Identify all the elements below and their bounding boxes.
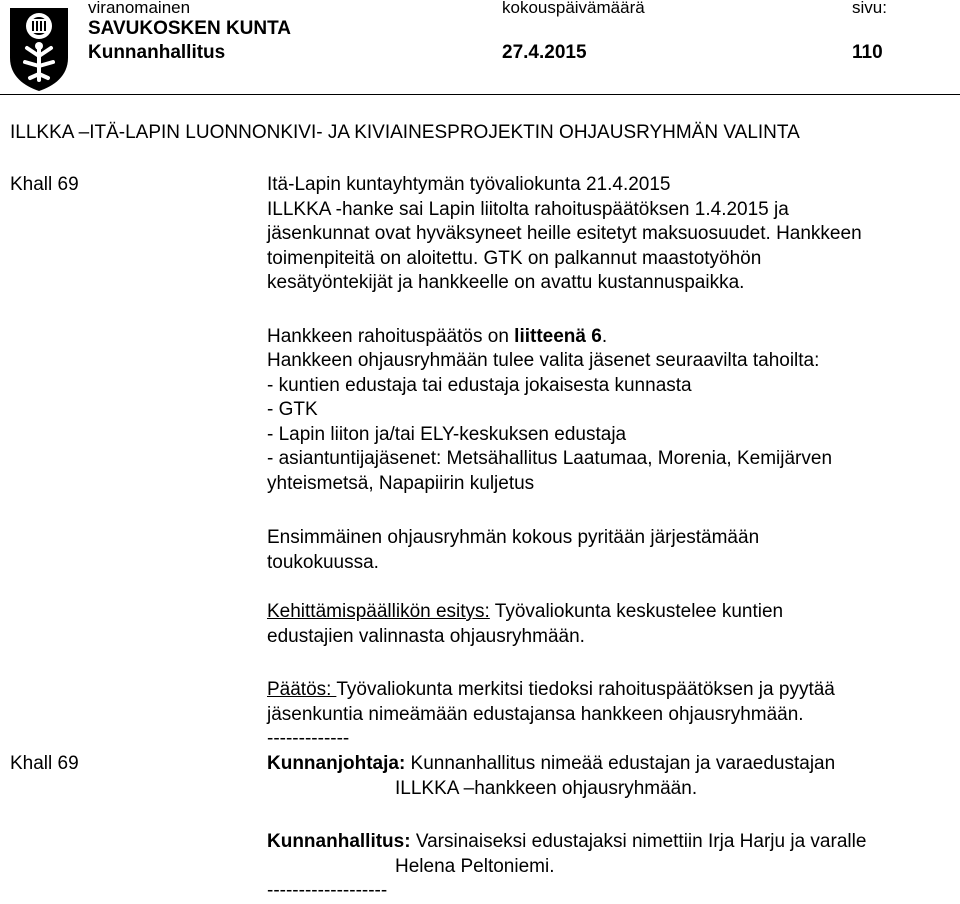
list-item: - GTK — [267, 399, 318, 420]
proposal-text: edustajien valinnasta ohjausryhmään. — [267, 625, 585, 647]
separator: ------------- — [267, 728, 350, 749]
body-line: Ensimmäinen ohjausryhmän kokous pyritään järjestämään — [267, 527, 760, 548]
board-text: Varsinaiseksi edustajaksi nimettiin Irja Harju ja varalle — [410, 831, 867, 852]
body-line: toukokuussa. — [267, 551, 379, 573]
body-line: ILLKKA -hanke sai Lapin liitolta rahoituspäätöksen 1.4.2015 ja — [267, 198, 789, 220]
header-page-label: sivu: — [852, 0, 887, 17]
header-body-value: Kunnanhallitus — [88, 42, 226, 63]
meeting-paragraph — [267, 526, 759, 575]
list-item: yhteismetsä, Napapiirin kuljetus — [267, 472, 535, 494]
board-text: Helena Peltoniemi. — [395, 855, 555, 877]
section-ref: Khall 69 — [10, 174, 79, 195]
attachment-text: Hankkeen rahoituspäätös on — [267, 326, 515, 347]
header-page-value: 110 — [852, 42, 883, 63]
proposal-paragraph — [267, 600, 783, 649]
list-item: Hankkeen ohjausryhmään tulee valita jäsenet seuraavilta tahoilta: — [267, 350, 820, 371]
director-label: Kunnanjohtaja: — [267, 753, 406, 774]
section-body — [267, 173, 862, 296]
list-item: - asiantuntijajäsenet: Metsähallitus Laatumaa, Morenia, Kemijärven — [267, 448, 833, 469]
header-date-value: 27.4.2015 — [502, 42, 587, 63]
list-item: - kuntien edustaja tai edustaja jokaisesta kunnasta — [267, 374, 692, 396]
director-text: ILLKKA –hankkeen ohjausryhmään. — [395, 777, 698, 799]
attachment-ref: liitteenä 6 — [514, 326, 602, 347]
steering-group-list — [267, 349, 832, 496]
board-label: Kunnanhallitus: — [267, 831, 411, 852]
header-org-name: SAVUKOSKEN KUNTA — [88, 18, 292, 39]
decision-label: Päätös: — [267, 679, 337, 700]
body-line: Itä-Lapin kuntayhtymän työvaliokunta 21.4.2015 — [267, 174, 671, 195]
decision-paragraph — [267, 678, 835, 752]
municipality-crest-logo — [8, 6, 70, 92]
header-body-label: viranomainen — [88, 0, 191, 17]
body-line: jäsenkunnat ovat hyväksyneet heille esitetyt maksuosuudet. Hankkeen — [267, 223, 862, 244]
attachment-period: . — [601, 326, 608, 347]
director-proposal — [267, 752, 835, 801]
separator: ------------------- — [267, 880, 388, 901]
director-text: Kunnanhallitus nimeää edustajan ja varaedustajan — [405, 753, 836, 774]
decision-text: jäsenkuntia nimeämään edustajansa hankkeen ohjausryhmään. — [267, 703, 804, 725]
attachment-line — [267, 325, 607, 350]
section-ref: Khall 69 — [10, 753, 79, 774]
proposal-text: Työvaliokunta keskustelee kuntien — [489, 601, 784, 622]
proposal-label: Kehittämispäällikön esitys: — [267, 601, 490, 622]
decision-text: Työvaliokunta merkitsi tiedoksi rahoituspäätöksen ja pyytää — [336, 679, 835, 700]
document-title: ILLKKA –ITÄ-LAPIN LUONNONKIVI- JA KIVIAINESPROJEKTIN OHJAUSRYHMÄN VALINTA — [10, 122, 800, 143]
header-date-label: kokouspäivämäärä — [502, 0, 645, 17]
list-item: - Lapin liiton ja/tai ELY-keskuksen edustaja — [267, 423, 627, 445]
header-divider — [0, 94, 960, 95]
body-line: kesätyöntekijät ja hankkeelle on avattu kustannuspaikka. — [267, 272, 745, 293]
board-decision — [267, 830, 866, 904]
body-line: toimenpiteitä on aloitettu. GTK on palkannut maastotyöhön — [267, 247, 762, 269]
